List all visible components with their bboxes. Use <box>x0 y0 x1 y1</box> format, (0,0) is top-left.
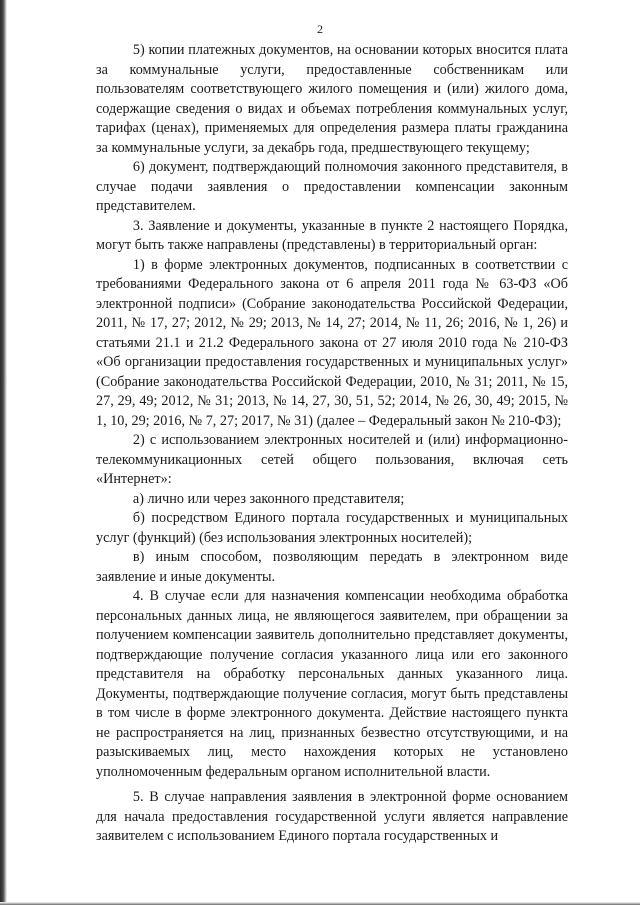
scan-edge-left <box>0 0 7 905</box>
paragraph-option-a: а) лично или через законного представителя; <box>132 490 405 507</box>
paragraph-item-6: 6) документ, подтверждающий полномочия законного представителя, в случае подачи заявления о предоставлении компенсации законным представителем. <box>96 159 568 214</box>
paragraph-clause-4: 4. В случае если для назначения компенсации необходима обработка персональных данных лица, не являющегося заявителем, при обращении за получением компенсации заявитель дополнительно представляет документы, подтверждающие получение согласия указанного лица или его законного представителя на обработку персональных данных указанного лица. Документы, подтверждающие получение согласия, могут быть представлены в том числе в форме электронного документа. Действие настоящего пункта не распространяется на лиц, признанных безвестно отсутствующими, и на разыскиваемых лиц, место нахождения которых не установлено уполномоченным федеральным органом исполнительной власти. <box>96 588 568 780</box>
paragraph-item-5: 5) копии платежных документов, на основании которых вносится плата за коммунальные услуги, предоставленные собственникам или пользователям соответствующего жилого помещения и (или) жилого дома, содержащие сведения о видах и объемах потребления коммунальных услуг, тарифах (ценах), применяемых для определения размера платы гражданина за коммунальные услуги, за декабрь года, предшествующего текущему; <box>96 42 568 156</box>
paragraph-option-b: б) посредством Единого портала государственных и муниципальных услуг (функций) (без использования электронных носителей); <box>96 510 568 546</box>
paragraph-subitem-1: 1) в форме электронных документов, подписанных в соответствии с требованиями Федерального закона от 6 апреля 2011 года № 63-ФЗ «Об электронной подписи» (Собрание законодательства Российской Федерации, 2011, № 17, 27; 2012, № 29; 2013, № 14, 27; 2014, № 11, 26; 2016, № 1, 26) и статьями 21.1 и 21.2 Федерального закона от 27 июля 2010 года № 210-ФЗ «Об организации предоставления государственных и муниципальных услуг» (Собрание законодательства Российской Федерации, 2010, № 31; 2011, № 15, 27, 29, 49; 2012, № 31; 2013, № 14, 27, 30, 51, 52; 2014, № 26, 30, 49; 2015, № 1, 10, 29; 2016, № 7, 27; 2017, № 31) (далее – Федеральный закон № 210-ФЗ); <box>96 256 568 429</box>
paragraph-clause-3: 3. Заявление и документы, указанные в пункте 2 настоящего Порядка, могут быть также направлены (представлены) в территориальный орган: <box>96 217 568 253</box>
paragraph-clause-5: 5. В случае направления заявления в электронной форме основанием для начала предоставления государственной услуги является направление заявителем с использованием Единого портала государственных и <box>96 789 568 844</box>
page-number: 2 <box>317 22 323 36</box>
document-body <box>96 41 568 847</box>
paragraph-subitem-2: 2) с использованием электронных носителей и (или) информационно-телекоммуникационных сетей общего пользования, включая сеть «Интернет»: <box>96 432 568 487</box>
paragraph-option-c: в) иным способом, позволяющим передать в электронном виде заявление и иные документы. <box>96 549 568 585</box>
